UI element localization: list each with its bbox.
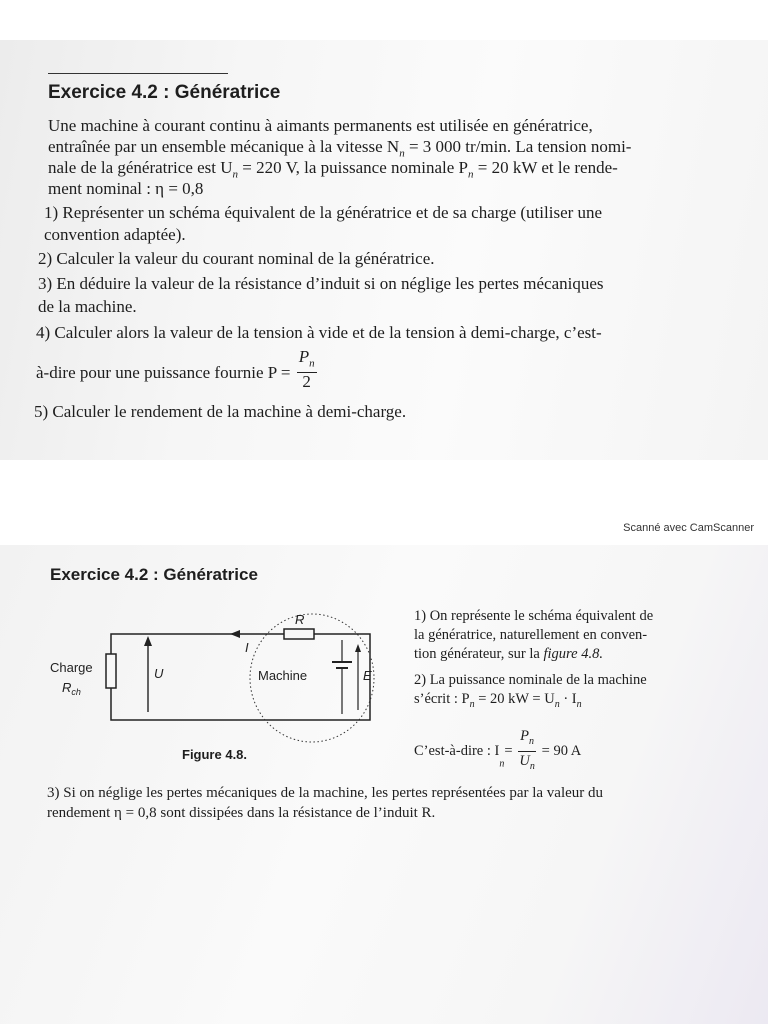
answer-2-result: C’est-à-dire : $I_n=$ $\frac{P_n}{U_n}$ = 90 A [414, 727, 714, 776]
circuit-wire-loop [111, 634, 370, 720]
intro-line-1: Une machine à courant continu à aimants permanents est utilisée en génératrice, [48, 116, 593, 135]
camscanner-label: Scanné avec CamScanner [623, 522, 754, 534]
question-4-line-2: à-dire pour une puissance fournie P = $\frac{P_n}{2}$ [36, 347, 315, 392]
current-fraction: $\frac{P_n}{U_n}$ [519, 728, 535, 772]
q4-fraction: $\frac{P_n}{2}$ [298, 347, 315, 392]
intro-line-4: ment nominal : η = 0,8 [48, 179, 204, 198]
machine-label: Machine [258, 668, 308, 683]
intro-line-3: nale de la génératrice est $U_n = 220$ V, la puissance nominale $P_n = 20$ kW et le rende- [48, 158, 618, 181]
i-arrowhead [230, 630, 240, 638]
charge-label: Charge [50, 660, 93, 675]
question-3-line-1: 3) En déduire la valeur de la résistance d’induit si on néglige les pertes mécaniques [38, 274, 604, 293]
question-3-line-2: de la machine. [38, 297, 137, 316]
bottom-page [0, 545, 768, 1024]
question-2: 2) Calculer la valeur du courant nominal de la génératrice. [38, 249, 435, 268]
title-rule [48, 73, 228, 74]
i-label: I [245, 640, 249, 655]
r-resistor [284, 629, 314, 639]
answer-1: 1) On représente le schéma équivalent de la génératrice, naturellement en conven- tion générateur, sur la figure 4.8. [414, 608, 654, 662]
e-arrowhead [355, 644, 361, 652]
rch-label: $R_{ch}$ [62, 680, 81, 697]
circuit-diagram [40, 600, 390, 750]
top-title: Exercice 4.2 : Génératrice [48, 82, 281, 103]
answer-2: 2) La puissance nominale de la machine s’écrit : $P_n = 20$ kW = $U_n \cdot I_n$ [414, 672, 647, 710]
u-arrowhead [144, 636, 152, 646]
question-4-line-1: 4) Calculer alors la valeur de la tension à vide et de la tension à demi-charge, c’est- [36, 323, 602, 342]
charge-resistor [106, 654, 116, 688]
bottom-title: Exercice 4.2 : Génératrice [50, 565, 258, 584]
question-5: 5) Calculer le rendement de la machine à demi-charge. [34, 402, 407, 421]
top-page [0, 40, 768, 460]
answer-3-line-1: 3) Si on néglige les pertes mécaniques de la machine, les pertes représentées par la valeur du [47, 785, 604, 801]
question-1-line-2: convention adaptée). [44, 225, 186, 244]
u-label: U [154, 666, 164, 681]
e-label: E [363, 668, 372, 683]
question-1-line-1: 1) Représenter un schéma équivalent de la génératrice et de sa charge (utiliser une [44, 203, 603, 222]
r-label: R [295, 612, 305, 627]
answer-3-line-2: rendement η = 0,8 sont dissipées dans la résistance de l’induit R. [47, 805, 436, 821]
intro-line-2: entraînée par un ensemble mécanique à la vitesse $N_n = 3$ 000 tr/min. La tension nomi- [48, 137, 632, 160]
figure-caption: Figure 4.8. [182, 747, 248, 762]
